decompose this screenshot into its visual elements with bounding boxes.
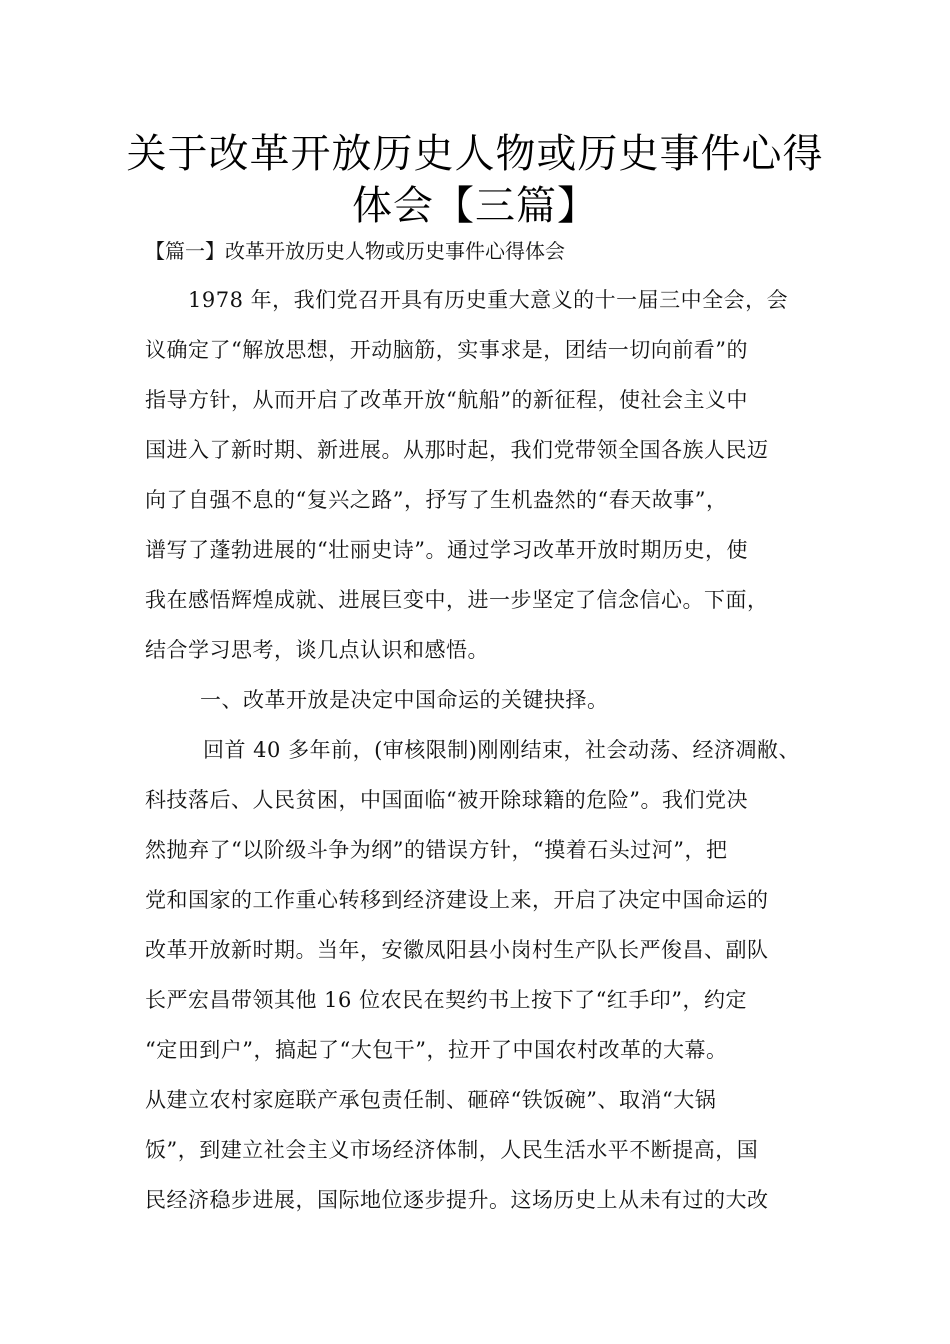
paragraph-line: 结合学习思考，谈几点认识和感悟。 <box>145 638 489 662</box>
paragraph-line: 长严宏昌带领其他 16 位农民在契约书上按下了“红手印”，约定 <box>145 988 748 1012</box>
paragraph-line: 科技落后、人民贫困，中国面临“被开除球籍的危险”。我们党决 <box>145 788 748 812</box>
document-title-line-2: 体会【三篇】 <box>352 183 598 229</box>
paragraph-line: 饭”，到建立社会主义市场经济体制，人民生活水平不断提高，国 <box>145 1138 759 1162</box>
paragraph-line: 指导方针，从而开启了改革开放“航船”的新征程，使社会主义中 <box>145 388 748 412</box>
paragraph-line: 我在感悟辉煌成就、进展巨变中，进一步坚定了信念信心。下面， <box>145 588 769 612</box>
paragraph-line: 向了自强不息的“复兴之路”，抒写了生机盎然的“春天故事”， <box>145 488 728 512</box>
paragraph-line: 谱写了蓬勃进展的“壮丽史诗”。通过学习改革开放时期历史，使 <box>145 538 748 562</box>
paragraph-line: 然抛弃了“以阶级斗争为纲”的错误方针，“摸着石头过河”，把 <box>145 838 728 862</box>
paragraph-line: 党和国家的工作重心转移到经济建设上来，开启了决定中国命运的 <box>145 888 769 912</box>
paragraph-line: 议确定了“解放思想，开动脑筋，实事求是，团结一切向前看”的 <box>145 338 748 362</box>
paragraph-line: 民经济稳步进展，国际地位逐步提升。这场历史上从未有过的大改 <box>145 1188 769 1212</box>
paragraph-line: 国进入了新时期、新进展。从那时起，我们党带领全国各族人民迈 <box>145 438 769 462</box>
document-title-line-1: 关于改革开放历史人物或历史事件心得 <box>126 131 824 177</box>
section-heading: 【篇一】改革开放历史人物或历史事件心得体会 <box>145 239 565 263</box>
paragraph-line: 改革开放新时期。当年，安徽凤阳县小岗村生产队长严俊昌、副队 <box>145 938 769 962</box>
paragraph-line: 回首 40 多年前，(审核限制)刚刚结束，社会动荡、经济凋敝、 <box>203 738 800 762</box>
paragraph-line: “定田到户”，搞起了“大包干”，拉开了中国农村改革的大幕。 <box>145 1038 728 1062</box>
paragraph-line: 从建立农村家庭联产承包责任制、砸碎“铁饭碗”、取消“大锅 <box>145 1088 717 1112</box>
subheading: 一、改革开放是决定中国命运的关键抉择。 <box>200 688 609 712</box>
paragraph-line: 1978 年，我们党召开具有历史重大意义的十一届三中全会，会 <box>188 288 789 312</box>
